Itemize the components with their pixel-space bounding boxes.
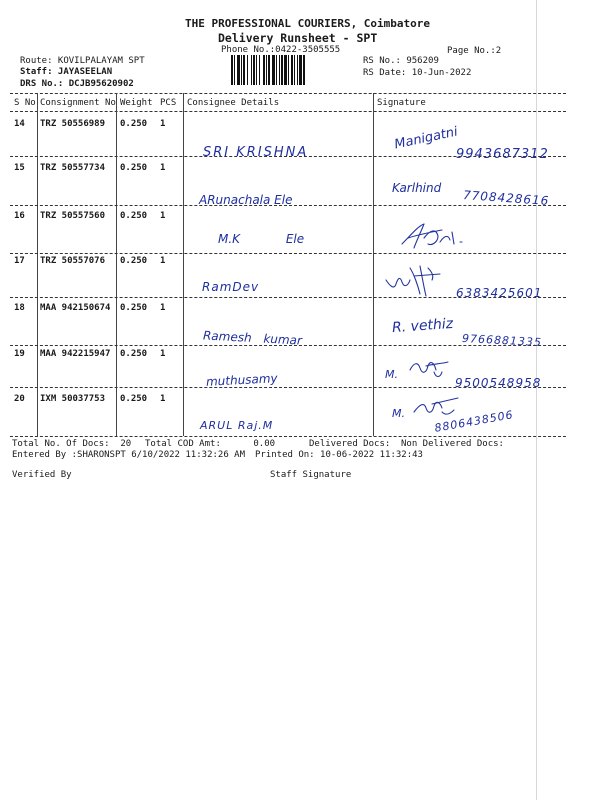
row-pcs: 1 [160,163,166,173]
row-pcs: 1 [160,394,166,404]
row-pcs: 1 [160,349,166,359]
handwritten-signature [406,356,456,384]
staff-label: Staff: JAYASEELAN [20,67,113,77]
row-sno: 20 [14,394,25,404]
row-sno: 19 [14,349,25,359]
row-signature-name: Manigatni [393,124,460,153]
col-header-signature: Signature [377,98,426,108]
col-divider [373,93,374,436]
row-rule [10,205,566,206]
col-header-pcs: PCS [160,98,177,108]
row-sno: 16 [14,211,25,221]
row-weight: 0.250 [120,119,148,129]
rs-number: RS No.: 956209 [363,56,439,66]
row-rule [10,345,566,346]
row-pcs: 1 [160,211,166,221]
page-margin-line [536,0,537,800]
row-signature-name: R. vethiz [391,315,454,337]
row-weight: 0.250 [120,163,148,173]
entered-by: Entered By :SHARONSPT 6/10/2022 11:32:26 AM [12,450,245,460]
staff-signature: Staff Signature [270,470,352,480]
row-signature-phone: 9766881335 [461,331,543,350]
row-consignment: MAA 942215947 [40,349,111,359]
row-rule [10,297,566,298]
row-sno: 14 [14,119,25,129]
row-weight: 0.250 [120,349,148,359]
row-consignee: Ramesh kumar [202,328,303,348]
row-rule [10,156,566,157]
col-header-consignee: Consignee Details [187,98,280,108]
col-header-sno: S No [14,98,36,108]
row-sno: 18 [14,303,25,313]
row-consignee: muthusamy [205,371,278,389]
non-delivered-docs: Non Delivered Docs: [401,439,504,449]
table-header-rule [10,111,566,112]
row-weight: 0.250 [120,211,148,221]
phone-number: Phone No.:0422-3505555 [221,45,341,55]
row-signature-name: Karlhind [392,181,442,195]
row-signature-name: M. [392,407,405,420]
row-consignment: MAA 942150674 [40,303,111,313]
drs-number: DRS No.: DCJB95620902 [20,79,134,89]
col-divider [37,93,38,436]
row-consignee: ARunachala Ele [199,193,293,207]
row-consignment: TRZ 50557560 [40,211,106,221]
printed-on: Printed On: 10-06-2022 11:32:43 [255,450,423,460]
company-title: THE PROFESSIONAL COURIERS, Coimbatore [185,17,431,30]
col-divider [183,93,184,436]
row-signature-phone: 6383425601 [456,286,543,300]
table-bottom-rule [10,436,566,437]
row-consignee: RamDev [202,280,260,294]
col-header-consignment: Consignment No [40,98,116,108]
route-label: Route: KOVILPALAYAM SPT [20,56,145,66]
row-signature-phone: 9500548958 [455,376,542,390]
barcode-image [231,55,357,85]
col-header-weight: Weight [120,98,153,108]
row-consignment: IXM 50037753 [40,394,106,404]
row-signature-phone: 7708428616 [462,188,550,208]
row-weight: 0.250 [120,394,148,404]
row-consignee: ARUL Raj.M [200,419,274,432]
row-signature-name: M. [385,368,398,381]
row-signature-phone: 9943687312 [456,147,549,162]
row-rule [10,387,566,388]
row-pcs: 1 [160,256,166,266]
runsheet-subtitle: Delivery Runsheet - SPT [218,31,378,45]
row-signature-phone: 8806438506 [433,408,515,435]
row-sno: 15 [14,163,25,173]
row-consignment: TRZ 50557076 [40,256,106,266]
row-consignee: M.K Ele [218,232,305,246]
verified-by: Verified By [12,470,72,480]
total-docs: Total No. Of Docs: 20 [12,439,132,449]
handwritten-signature [398,218,488,258]
row-consignment: TRZ 50556989 [40,119,106,129]
col-divider [116,93,117,436]
total-cod: Total COD Amt: 0.00 [145,439,276,449]
page-number: Page No.:2 [447,46,502,56]
row-weight: 0.250 [120,303,148,313]
row-pcs: 1 [160,119,166,129]
row-pcs: 1 [160,303,166,313]
row-consignee: SRI KRISHNA [203,145,309,160]
delivered-docs: Delivered Docs: [309,439,391,449]
row-sno: 17 [14,256,25,266]
row-consignment: TRZ 50557734 [40,163,106,173]
handwritten-signature [384,262,454,298]
rs-date: RS Date: 10-Jun-2022 [363,68,472,78]
row-rule [10,253,566,254]
row-weight: 0.250 [120,256,148,266]
table-top-rule [10,93,566,94]
